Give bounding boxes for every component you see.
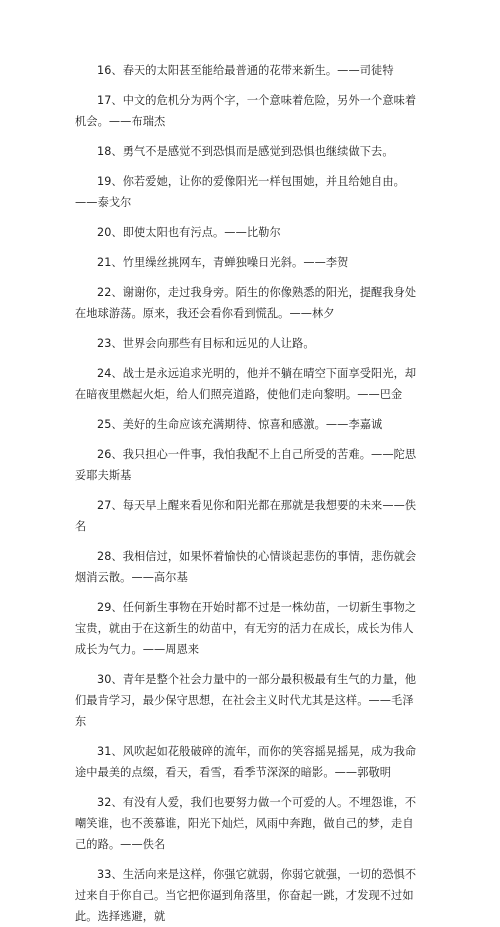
quote-list [75, 60, 420, 927]
quote-paragraph-23: 23、世界会向那些有目标和远见的人让路。 [97, 337, 315, 350]
quote-paragraph-17: 17、中文的危机分为两个字，一个意味着危险，另外一个意味着机会。——布瑞杰 [75, 94, 417, 128]
quote-paragraph-20: 20、即使太阳也有污点。——比勒尔 [97, 226, 281, 239]
quote-paragraph-21: 21、竹里缲丝挑网车，青蝉独噪日光斜。——李贺 [97, 256, 349, 269]
quote-paragraph-32: 32、有没有人爱，我们也要努力做一个可爱的人。不埋怨谁，不嘲笑谁，也不羡慕谁，阳光下灿烂，风雨中奔跑，做自己的梦，走自己的路。——佚名 [75, 796, 417, 851]
quote-paragraph-25: 25、美好的生命应该充满期待、惊喜和感激。——李嘉诚 [97, 418, 383, 431]
quote-paragraph-28: 28、我相信过，如果怀着愉快的心情谈起悲伤的事情，悲伤就会烟消云散。——高尔基 [75, 550, 417, 584]
quote-paragraph-29: 29、任何新生事物在开始时都不过是一株幼苗，一切新生事物之宝贵，就由于在这新生的幼苗中，有无穷的活力在成长，成长为伟人成长为气力。——周恩来 [75, 601, 417, 656]
quote-paragraph-26: 26、我只担心一件事，我怕我配不上自己所受的苦难。——陀思妥耶夫斯基 [75, 448, 417, 482]
quote-paragraph-31: 31、风吹起如花般破碎的流年，而你的笑容摇晃摇晃，成为我命途中最美的点缀，看天，看雪，看季节深深的暗影。——郭敬明 [75, 745, 417, 779]
quote-paragraph-19: 19、你若爱她，让你的爱像阳光一样包围她，并且给她自由。——泰戈尔 [75, 175, 405, 209]
quote-paragraph-24: 24、战士是永远追求光明的，他并不躺在晴空下面享受阳光，却在暗夜里燃起火炬，给人们照亮道路，使他们走向黎明。——巴金 [75, 367, 417, 401]
quote-paragraph-33: 33、生活向来是这样，你强它就弱，你弱它就强，一切的恐惧不过来自于你自己。当它把你逼到角落里，你奋起一跳，才发现不过如此。选择逃避，就 [75, 868, 417, 923]
quote-paragraph-16: 16、春天的太阳甚至能给最普通的花带来新生。——司徒特 [97, 64, 394, 77]
quote-paragraph-27: 27、每天早上醒来看见你和阳光都在那就是我想要的未来——佚名 [75, 499, 417, 533]
quote-paragraph-30: 30、青年是整个社会力量中的一部分最积极最有生气的力量，他们最肯学习，最少保守思想，在社会主义时代尤其是这样。——毛泽东 [75, 673, 417, 728]
quote-paragraph-22: 22、谢谢你，走过我身旁。陌生的你像熟悉的阳光，提醒我身处在地球游荡。原来，我还会看你看到慌乱。——林夕 [75, 286, 417, 320]
quote-paragraph-18: 18、勇气不是感觉不到恐惧而是感觉到恐惧也继续做下去。 [97, 145, 394, 158]
